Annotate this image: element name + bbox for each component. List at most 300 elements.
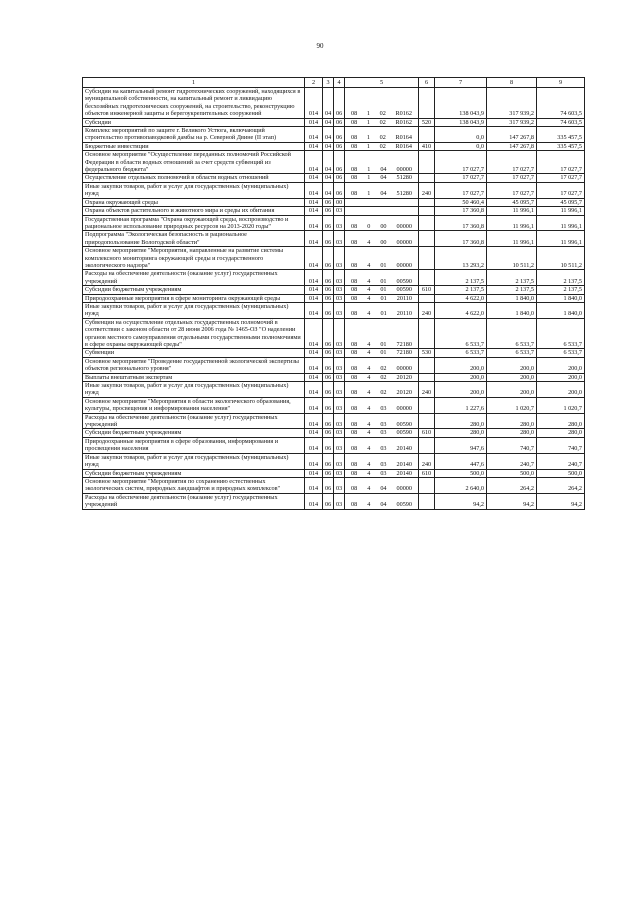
row-name: Субсидии [83, 118, 305, 126]
subsection-code: 03 [334, 270, 345, 286]
subsection-code: 03 [334, 207, 345, 215]
table-row [83, 231, 585, 247]
section-code: 04 [323, 142, 334, 150]
table-row [83, 294, 585, 302]
subsection-code: 03 [334, 373, 345, 381]
expense-type-code [419, 413, 435, 429]
amount-col-9: 200,0 [537, 357, 585, 373]
program-code-part: 01 [380, 349, 387, 357]
ministry-code: 014 [305, 182, 323, 198]
row-name: Осуществление отдельных полномочий в области водных отношений [83, 174, 305, 182]
table-row [83, 453, 585, 469]
page-number: 90 [316, 42, 324, 50]
program-code-part: 20110 [396, 294, 412, 302]
subsection-code: 03 [334, 247, 345, 270]
row-name: Расходы на обеспечение деятельности (оказание услуг) государственных учреждений [83, 270, 305, 286]
table-row [83, 127, 585, 143]
expense-type-code [419, 231, 435, 247]
program-code-part: 4 [367, 389, 371, 397]
ministry-code: 014 [305, 302, 323, 318]
ministry-code: 014 [305, 198, 323, 206]
section-code: 04 [323, 127, 334, 143]
row-name: Выплаты внештатным экспертам [83, 373, 305, 381]
section-code: 06 [323, 397, 334, 413]
program-code-part: R0162 [395, 110, 412, 118]
expense-type-code [419, 247, 435, 270]
amount-col-8: 94,2 [487, 493, 537, 509]
amount-col-7: 6 533,7 [435, 349, 487, 357]
ministry-code: 014 [305, 118, 323, 126]
program-code-part: 01 [380, 341, 387, 348]
table-row [83, 207, 585, 215]
row-name: Комплекс мероприятий по защите г. Великого Устюга, включающий строительство противопаводковой дамбы на р. Северной Двине (II этап) [83, 127, 305, 143]
program-code-part: 08 [351, 405, 358, 413]
amount-col-8: 200,0 [487, 357, 537, 373]
program-code-part: 4 [367, 261, 371, 269]
table-row [83, 182, 585, 198]
program-code-part: 20120 [396, 389, 412, 397]
program-code-part: 00000 [396, 405, 412, 413]
expense-type-code: 520 [419, 118, 435, 126]
program-code [345, 349, 419, 357]
amount-col-7: 200,0 [435, 382, 487, 398]
program-code-part: 02 [379, 118, 386, 126]
program-code-part: 08 [351, 310, 358, 318]
ministry-code: 014 [305, 151, 323, 174]
amount-col-9: 11 996,1 [537, 231, 585, 247]
program-code-part: 08 [351, 110, 358, 118]
ministry-code: 014 [305, 294, 323, 302]
program-code-part: R0164 [395, 134, 412, 142]
ministry-code: 014 [305, 357, 323, 373]
section-code: 04 [323, 88, 334, 119]
program-code-part: 04 [380, 190, 387, 198]
amount-col-8: 317 939,2 [487, 118, 537, 126]
program-code-part: 20140 [396, 469, 412, 477]
program-code [345, 294, 419, 302]
section-code: 06 [323, 270, 334, 286]
table-row [83, 270, 585, 286]
section-code: 06 [323, 349, 334, 357]
program-code-part: 00 [380, 238, 387, 246]
amount-col-9: 17 027,7 [537, 174, 585, 182]
ministry-code: 014 [305, 318, 323, 349]
amount-col-8: 11 996,1 [487, 231, 537, 247]
amount-col-8: 147 267,8 [487, 142, 537, 150]
subsection-code: 03 [334, 477, 345, 493]
amount-col-8: 1 840,0 [487, 302, 537, 318]
program-code [345, 413, 419, 429]
amount-col-9: 1 840,0 [537, 294, 585, 302]
program-code-part: 08 [351, 485, 358, 493]
table-row [83, 88, 585, 119]
program-code-part: 4 [367, 294, 371, 302]
row-name: Субсидии на капитальный ремонт гидротехнических сооружений, находящихся в муниципальной собственности, на капитальный ремонт и ликвидацию бесхозяйных гидротехнических сооружений, на строительство, реконструкцию объектов инженерной защиты и берегоукрепительных сооружений [83, 88, 305, 119]
expense-type-code: 240 [419, 302, 435, 318]
program-code [345, 182, 419, 198]
program-code-part: 08 [351, 286, 358, 294]
amount-col-8: 6 533,7 [487, 318, 537, 349]
program-code-part: 4 [367, 341, 371, 348]
subsection-code: 03 [334, 493, 345, 509]
program-code-part: 08 [351, 166, 358, 174]
amount-col-8: 11 996,1 [487, 207, 537, 215]
amount-col-7: 2 137,5 [435, 270, 487, 286]
table-row [83, 142, 585, 150]
amount-col-8: 147 267,8 [487, 127, 537, 143]
subsection-code: 03 [334, 349, 345, 357]
program-code-part: 08 [351, 469, 358, 477]
program-code [345, 493, 419, 509]
amount-col-7: 50 460,4 [435, 198, 487, 206]
amount-col-7: 2 137,5 [435, 286, 487, 294]
section-code: 06 [323, 493, 334, 509]
program-code-part: 00 [380, 222, 387, 230]
program-code [345, 382, 419, 398]
expense-type-code [419, 493, 435, 509]
program-code-part: 4 [367, 469, 371, 477]
program-code-part: 00000 [396, 166, 412, 174]
program-code-part: 08 [351, 365, 358, 373]
amount-col-9: 10 511,2 [537, 247, 585, 270]
ministry-code: 014 [305, 231, 323, 247]
amount-col-8: 740,7 [487, 437, 537, 453]
program-code-part: 08 [351, 373, 358, 381]
amount-col-7: 200,0 [435, 373, 487, 381]
program-code-part: 00000 [396, 238, 412, 246]
expense-type-code: 240 [419, 182, 435, 198]
expense-type-code: 240 [419, 382, 435, 398]
amount-col-7: 280,0 [435, 429, 487, 437]
header-col-2: 2 [305, 78, 323, 88]
expense-type-code [419, 357, 435, 373]
section-code: 04 [323, 118, 334, 126]
subsection-code: 03 [334, 429, 345, 437]
section-code: 04 [323, 182, 334, 198]
program-code-part: 08 [351, 261, 358, 269]
section-code: 04 [323, 151, 334, 174]
program-code-part: 00590 [396, 286, 412, 294]
row-name: Иные закупки товаров, работ и услуг для государственных (муниципальных) нужд [83, 382, 305, 398]
table-row [83, 493, 585, 509]
row-name: Субвенции [83, 349, 305, 357]
program-code [345, 207, 419, 215]
ministry-code: 014 [305, 247, 323, 270]
program-code-part: 02 [379, 110, 386, 118]
amount-col-7: 4 622,0 [435, 294, 487, 302]
amount-col-7: 947,6 [435, 437, 487, 453]
section-code: 06 [323, 215, 334, 231]
row-name: Основное мероприятие "Мероприятия в области экологического образования, культуры, просвещения и информирования населения" [83, 397, 305, 413]
program-code-part: 08 [351, 277, 358, 285]
amount-col-7: 280,0 [435, 413, 487, 429]
program-code-part: 00000 [396, 261, 412, 269]
program-code-part: 4 [367, 373, 371, 381]
header-col-4: 4 [334, 78, 345, 88]
table-row [83, 286, 585, 294]
ministry-code: 014 [305, 453, 323, 469]
amount-col-8: 17 027,7 [487, 151, 537, 174]
program-code-part: 01 [380, 261, 387, 269]
program-code-part: 02 [380, 365, 387, 373]
amount-col-9: 11 996,1 [537, 215, 585, 231]
header-col-8: 8 [487, 78, 537, 88]
ministry-code: 014 [305, 477, 323, 493]
amount-col-9: 280,0 [537, 413, 585, 429]
amount-col-9: 740,7 [537, 437, 585, 453]
table-row [83, 318, 585, 349]
expense-type-code [419, 294, 435, 302]
amount-col-7: 13 293,2 [435, 247, 487, 270]
expense-type-code [419, 477, 435, 493]
program-code-part: 08 [351, 349, 358, 357]
row-name: Государственная программа "Охрана окружающей среды, воспроизводство и рациональное использование природных ресурсов на 2013-2020 годы" [83, 215, 305, 231]
amount-col-8: 6 533,7 [487, 349, 537, 357]
program-code-part: 08 [351, 134, 358, 142]
program-code-part: 4 [367, 238, 371, 246]
section-code: 06 [323, 247, 334, 270]
subsection-code: 03 [334, 413, 345, 429]
amount-col-9: 240,7 [537, 453, 585, 469]
amount-col-8: 2 137,5 [487, 270, 537, 286]
amount-col-7: 17 027,7 [435, 182, 487, 198]
program-code-part: 00000 [396, 485, 412, 493]
program-code-part: 01 [380, 286, 387, 294]
program-code [345, 142, 419, 150]
program-code-part: 00000 [396, 222, 412, 230]
amount-col-9: 74 603,5 [537, 88, 585, 119]
row-name: Подпрограмма "Экологическая безопасность и рациональное природопользование Вологодской области" [83, 231, 305, 247]
budget-table [82, 77, 585, 510]
program-code-part: 00590 [396, 501, 412, 509]
amount-col-8: 1 840,0 [487, 294, 537, 302]
amount-col-9: 280,0 [537, 429, 585, 437]
table-row [83, 302, 585, 318]
program-code-part: 00590 [396, 421, 412, 429]
program-code [345, 453, 419, 469]
subsection-code: 03 [334, 215, 345, 231]
program-code-part: 08 [351, 341, 358, 348]
row-name: Природоохранные мероприятия в сфере образования, информирования и просвещения населения [83, 437, 305, 453]
program-code [345, 118, 419, 126]
row-name: Природоохранные мероприятия в сфере мониторинга окружающей среды [83, 294, 305, 302]
program-code [345, 247, 419, 270]
subsection-code: 03 [334, 397, 345, 413]
expense-type-code [419, 270, 435, 286]
subsection-code: 03 [334, 294, 345, 302]
program-code-part: 01 [380, 294, 387, 302]
amount-col-8: 264,2 [487, 477, 537, 493]
program-code-part: 04 [380, 501, 387, 509]
program-code-part: 51280 [396, 174, 412, 182]
program-code [345, 302, 419, 318]
row-name: Охрана объектов растительного и животного мира и среды их обитания [83, 207, 305, 215]
subsection-code: 03 [334, 231, 345, 247]
table-row [83, 413, 585, 429]
section-code: 06 [323, 207, 334, 215]
table-row [83, 118, 585, 126]
ministry-code: 014 [305, 382, 323, 398]
amount-col-7: 138 043,9 [435, 118, 487, 126]
ministry-code: 014 [305, 373, 323, 381]
row-name: Субсидии бюджетным учреждениям [83, 286, 305, 294]
header-col-3: 3 [323, 78, 334, 88]
amount-col-9: 200,0 [537, 382, 585, 398]
amount-col-8: 2 137,5 [487, 286, 537, 294]
amount-col-8: 200,0 [487, 382, 537, 398]
section-code: 06 [323, 231, 334, 247]
ministry-code: 014 [305, 493, 323, 509]
section-code: 06 [323, 477, 334, 493]
ministry-code: 014 [305, 469, 323, 477]
program-code [345, 318, 419, 349]
program-code-part: 4 [367, 405, 371, 413]
amount-col-9: 335 457,5 [537, 127, 585, 143]
table-row [83, 247, 585, 270]
program-code-part: R0162 [395, 118, 412, 126]
amount-col-7: 94,2 [435, 493, 487, 509]
ministry-code: 014 [305, 397, 323, 413]
amount-col-8: 500,0 [487, 469, 537, 477]
section-code: 06 [323, 453, 334, 469]
ministry-code: 014 [305, 429, 323, 437]
table-row [83, 382, 585, 398]
row-name: Субвенции на осуществление отдельных государственных полномочий в соответствии с законом области от 28 июня 2006 года № 1465-ОЗ "О наделении органов местного самоуправления отдельными государственными полномочиями в сфере охраны окружающей среды" [83, 318, 305, 349]
amount-col-9: 11 996,1 [537, 207, 585, 215]
section-code: 06 [323, 318, 334, 349]
program-code-part: 1 [366, 118, 370, 126]
amount-col-7: 447,6 [435, 453, 487, 469]
program-code-part: 08 [351, 294, 358, 302]
program-code-part: 1 [367, 190, 371, 198]
amount-col-8: 17 027,7 [487, 182, 537, 198]
program-code-part: 04 [380, 485, 387, 493]
ministry-code: 014 [305, 215, 323, 231]
row-name: Основное мероприятие "Мероприятия по сохранению естественных экологических систем, природных ландшафтов и природных комплексов" [83, 477, 305, 493]
row-name: Расходы на обеспечение деятельности (оказание услуг) государственных учреждений [83, 413, 305, 429]
table-row [83, 429, 585, 437]
program-code-part: 4 [367, 485, 371, 493]
header-col-9: 9 [537, 78, 585, 88]
table-row [83, 349, 585, 357]
table-row [83, 357, 585, 373]
section-code: 06 [323, 302, 334, 318]
table-body [83, 88, 585, 510]
amount-col-7: 17 027,7 [435, 174, 487, 182]
expense-type-code [419, 151, 435, 174]
expense-type-code [419, 88, 435, 119]
amount-col-9: 94,2 [537, 493, 585, 509]
amount-col-9: 500,0 [537, 469, 585, 477]
section-code: 06 [323, 437, 334, 453]
subsection-code: 03 [334, 286, 345, 294]
program-code [345, 469, 419, 477]
expense-type-code [419, 198, 435, 206]
program-code-part: 20110 [396, 310, 412, 318]
table-row [83, 215, 585, 231]
program-code-part: 08 [351, 142, 358, 150]
row-name: Охрана окружающей среды [83, 198, 305, 206]
amount-col-8: 10 511,2 [487, 247, 537, 270]
program-code [345, 151, 419, 174]
subsection-code: 03 [334, 382, 345, 398]
row-name: Субсидии бюджетным учреждениям [83, 429, 305, 437]
section-code: 06 [323, 413, 334, 429]
amount-col-7: 17 360,8 [435, 231, 487, 247]
program-code-part: 4 [367, 421, 371, 429]
program-code-part: 4 [367, 445, 371, 453]
expense-type-code [419, 373, 435, 381]
program-code-part: 02 [379, 142, 386, 150]
program-code-part: 4 [367, 277, 371, 285]
amount-col-9: 45 095,7 [537, 198, 585, 206]
expense-type-code: 410 [419, 142, 435, 150]
program-code-part: 00590 [396, 277, 412, 285]
header-col-1: 1 [83, 78, 305, 88]
program-code-part: 20140 [396, 445, 412, 453]
program-code [345, 270, 419, 286]
subsection-code: 03 [334, 302, 345, 318]
program-code-part: 08 [351, 389, 358, 397]
program-code-part: 08 [351, 118, 358, 126]
program-code-part: 4 [367, 365, 371, 373]
subsection-code: 03 [334, 437, 345, 453]
program-code-part: 03 [380, 461, 387, 469]
program-code-part: 20120 [396, 373, 412, 381]
subsection-code: 03 [334, 469, 345, 477]
ministry-code: 014 [305, 270, 323, 286]
row-name: Субсидии бюджетным учреждениям [83, 469, 305, 477]
amount-col-9: 17 027,7 [537, 182, 585, 198]
program-code-part: 0 [367, 222, 371, 230]
amount-col-9: 2 137,5 [537, 286, 585, 294]
program-code [345, 198, 419, 206]
expense-type-code: 530 [419, 349, 435, 357]
subsection-code: 06 [334, 118, 345, 126]
subsection-code: 06 [334, 182, 345, 198]
section-code: 06 [323, 469, 334, 477]
program-code-part: 03 [380, 429, 387, 437]
table-row [83, 198, 585, 206]
amount-col-9: 1 840,0 [537, 302, 585, 318]
program-code [345, 286, 419, 294]
subsection-code: 06 [334, 142, 345, 150]
expense-type-code: 610 [419, 286, 435, 294]
row-name: Иные закупки товаров, работ и услуг для государственных (муниципальных) нужд [83, 453, 305, 469]
amount-col-8: 45 095,7 [487, 198, 537, 206]
amount-col-9: 17 027,7 [537, 151, 585, 174]
ministry-code: 014 [305, 174, 323, 182]
ministry-code: 014 [305, 127, 323, 143]
subsection-code: 00 [334, 198, 345, 206]
program-code-part: 04 [380, 174, 387, 182]
amount-col-7: 1 227,6 [435, 397, 487, 413]
program-code-part: 4 [367, 310, 371, 318]
row-name: Основное мероприятие "Проведение государственной экологической экспертизы объектов регионального уровня" [83, 357, 305, 373]
amount-col-7: 17 360,8 [435, 215, 487, 231]
program-code [345, 127, 419, 143]
program-code-part: 1 [367, 174, 371, 182]
program-code-part: 1 [367, 166, 371, 174]
expense-type-code [419, 174, 435, 182]
program-code [345, 437, 419, 453]
amount-col-9: 74 603,5 [537, 118, 585, 126]
subsection-code: 03 [334, 357, 345, 373]
section-code: 06 [323, 198, 334, 206]
table-row [83, 373, 585, 381]
program-code-part: 08 [351, 238, 358, 246]
program-code-part: 01 [380, 277, 387, 285]
